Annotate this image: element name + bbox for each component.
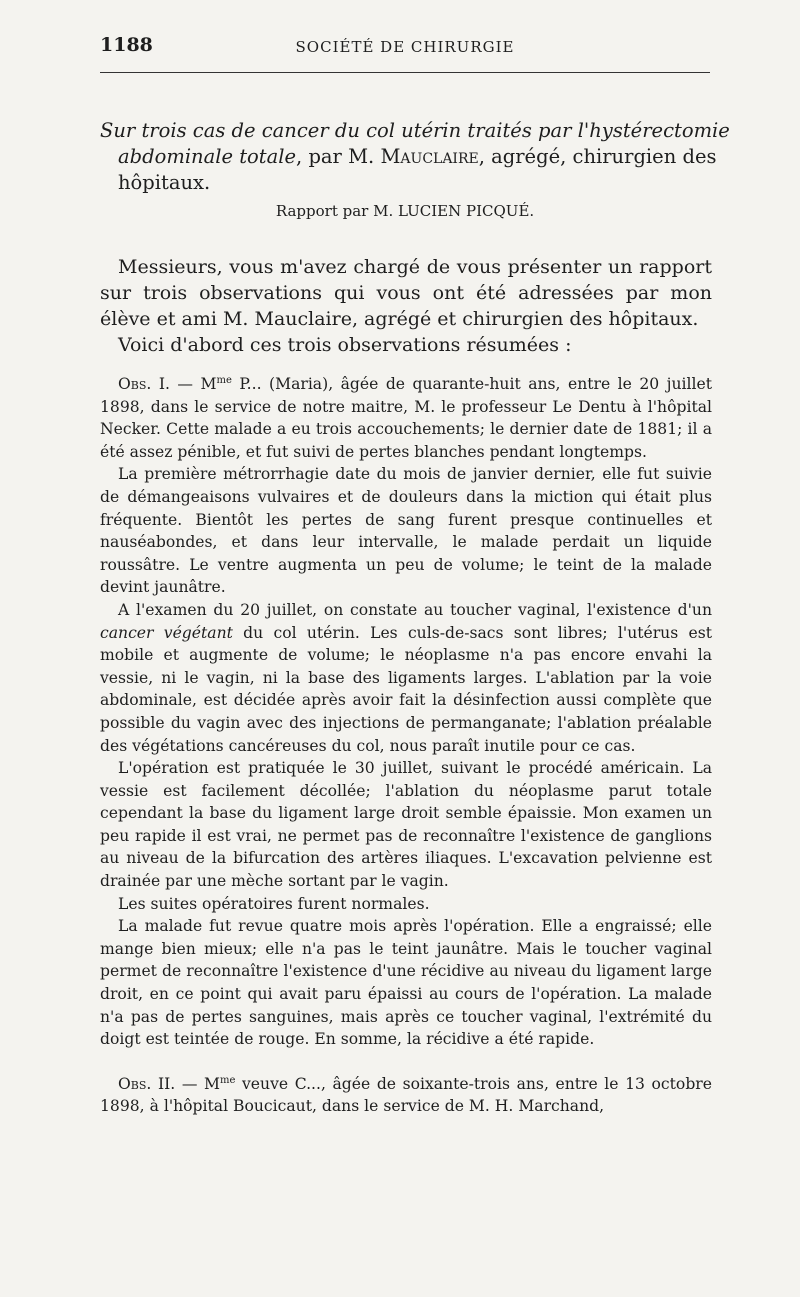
obs2-paragraph-1 bbox=[100, 1073, 712, 1118]
obs1-paragraph-2: La première métrorrhagie date du mois de janvier dernier, elle fut suivie de démangeaisons vulvaires et de douleurs dans la miction qui était plus fréquente. Bientôt les pertes de sang furent presque continuelles et nauséabondes, et dans leur intervalle, le malade perdait un liquide roussâtre. Le ventre augmenta un peu de volume; le teint de la malade devint jaunâtre. bbox=[100, 465, 712, 597]
header-rule bbox=[100, 72, 710, 73]
section-gap bbox=[100, 1051, 712, 1073]
rapport-byline: Rapport par M. LUCIEN PICQUÉ. bbox=[275, 202, 535, 220]
obs1-p3-b: du col utérin. Les culs-de-sacs sont libres; l'utérus est mobile et augmente de volume; le néoplasme n'a pas encore envahi la vessie, ni le vagin, ni la base des ligaments larges. L'ablation par la voie abdominale, est décidée après avoir fait la désinfection aussi complète que possible du vagin avec des injections de permanganate; l'ablation préalable des végétations cancéreuses du col, nous paraît inutile pour ce cas. bbox=[100, 623, 712, 755]
article-title bbox=[100, 118, 730, 196]
page-number: 1188 bbox=[100, 34, 153, 56]
obs1-sup: me bbox=[216, 374, 232, 386]
obs1-paragraph-1 bbox=[100, 373, 712, 463]
obs2-dash: — M bbox=[175, 1074, 220, 1093]
obs1-paragraph-5: Les suites opératoires furent normales. bbox=[118, 894, 430, 913]
title-text-a: , par M. bbox=[296, 145, 381, 168]
running-head: SOCIÉTÉ DE CHIRURGIE bbox=[295, 38, 515, 56]
intro-paragraph-1: Messieurs, vous m'avez chargé de vous présenter un rapport sur trois observations qui vous ont été adressées par mon élève et ami M. Mauclaire, agrégé et chirurgien des hôpitaux. bbox=[100, 256, 712, 330]
obs1-paragraph-6: La malade fut revue quatre mois après l'opération. Elle a engraissé; elle mange bien mieux; elle n'a pas le teint jaunâtre. Mais le toucher vaginal permet de reconnaître l'existence d'une récidive au niveau du ligament large droit, en ce point qui avait paru épaissi au cours de l'opération. La malade n'a pas de pertes sanguines, mais après ce toucher vaginal, l'extrémité du doigt est teintée de rouge. En somme, la récidive a été rapide. bbox=[100, 917, 712, 1049]
obs2-label: Obs. II. bbox=[118, 1074, 176, 1093]
obs1-paragraph-4: L'opération est pratiquée le 30 juillet, suivant le procédé américain. La vessie est facilement décollée; l'ablation du néoplasme parut totale cependant la base du ligament large droit semble épaissie. Mon examen un peu rapide il est vrai, ne permet pas de reconnaître l'existence de ganglions au niveau de la bifurcation des artères iliaques. L'excavation pelvienne est drainée par une mèche sortant par le vagin. bbox=[100, 759, 712, 891]
obs1-dash: — M bbox=[169, 375, 217, 393]
obs2-sup: me bbox=[219, 1074, 236, 1086]
obs1-p3-a: A l'examen du 20 juillet, on constate au toucher vaginal, l'existence d'un bbox=[118, 600, 712, 619]
title-text-b: , agrégé, chirurgien des bbox=[478, 145, 717, 168]
obs1-text: P... (Maria), âgée de quarante-huit ans, entre le 20 juillet 1898, dans le service de notre maitre, M. le professeur Le Dentu à l'hôpital Necker. Cette malade a eu trois accouchements; le dernier date de 1881; il a été assez pénible, et fut suivi de pertes blanches pendant longtemps. bbox=[100, 375, 712, 461]
title-line-2 bbox=[100, 144, 717, 170]
page-header bbox=[100, 34, 710, 64]
title-italic-2: abdominale totale bbox=[118, 145, 297, 168]
obs2-text: veuve C..., âgée de soixante-trois ans, entre le 13 octobre 1898, à l'hôpital Boucicaut, dans le service de M. H. Marchand, bbox=[100, 1074, 712, 1116]
observations bbox=[100, 373, 712, 1118]
intro-paragraph-2: Voici d'abord ces trois observations résumées : bbox=[118, 334, 572, 356]
title-italic-1: Sur trois cas de cancer du col utérin traités par l'hystérectomie bbox=[100, 119, 730, 142]
obs1-label: Obs. I. bbox=[118, 375, 170, 393]
obs1-paragraph-3 bbox=[100, 599, 712, 757]
title-line-1 bbox=[100, 118, 730, 144]
author-name: Mauclaire bbox=[380, 145, 479, 168]
title-line-3: hôpitaux. bbox=[118, 171, 211, 194]
intro-section bbox=[100, 254, 712, 358]
obs1-p3-italic: cancer végétant bbox=[100, 623, 233, 642]
